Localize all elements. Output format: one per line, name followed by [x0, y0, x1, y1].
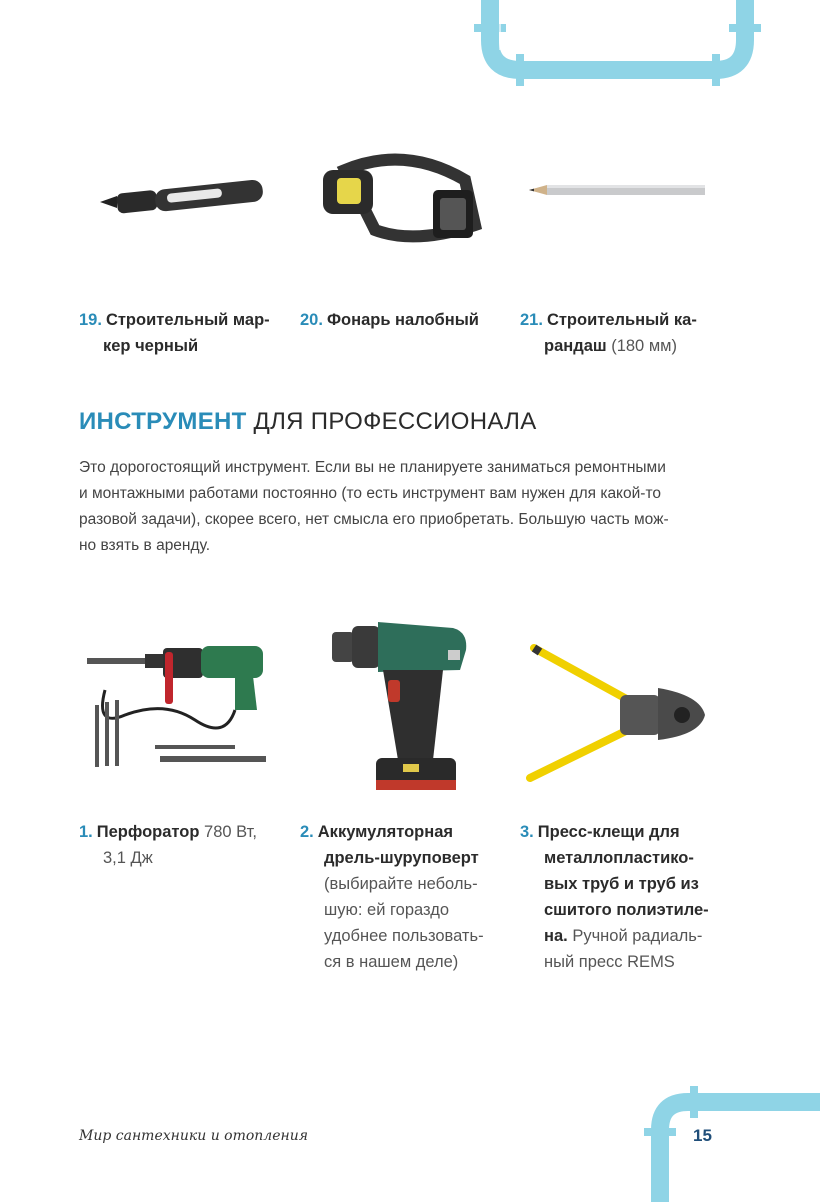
intro-line: и монтажными работами постоянно (то есть инструмент вам нужен для какой-то	[79, 485, 661, 502]
item-name: вых труб и труб из	[544, 875, 699, 893]
item-name: Строительный ка-	[546, 311, 697, 329]
headlamp-icon	[315, 150, 485, 245]
construction-pencil-icon	[525, 180, 710, 200]
pro-item-1	[79, 819, 279, 871]
item-name: сшитого полиэтиле-	[544, 901, 709, 919]
item-extra: удобнее пользовать-	[324, 927, 484, 945]
item-number: 1.	[79, 823, 93, 841]
rotary-hammer-icon	[85, 640, 275, 775]
intro-line: но взять в аренду.	[79, 537, 211, 554]
intro-line: разовой задачи), скорее всего, нет смысла его приобретать. Большую часть мож-	[79, 511, 669, 528]
item-number: 2.	[300, 823, 314, 841]
item-name: Перфоратор	[96, 823, 200, 841]
pro-item-3	[520, 819, 720, 975]
item-name: Фонарь налобный	[326, 311, 479, 329]
cordless-drill-icon	[328, 620, 473, 795]
item-extra: ся в нашем деле)	[324, 953, 459, 971]
item-name: рандаш	[544, 337, 607, 355]
section-title-accent: ИНСТРУМЕНТ	[79, 408, 247, 435]
book-title: Мир сантехники и отопления	[79, 1128, 309, 1144]
item-number: 19.	[79, 311, 102, 329]
item-extra: (выбирайте неболь-	[324, 875, 478, 893]
item-name: Пресс-клещи для	[537, 823, 680, 841]
item-name: кер черный	[103, 337, 199, 355]
item-name: Строительный мар-	[105, 311, 270, 329]
construction-marker-icon	[95, 170, 270, 220]
top-item-20	[300, 307, 500, 333]
item-extra: 3,1 Дж	[103, 849, 153, 867]
intro-line: Это дорогостоящий инструмент. Если вы не планируете заниматься ремонтными	[79, 459, 666, 476]
top-pipe-decoration	[470, 0, 770, 90]
press-pliers-icon	[520, 640, 715, 785]
section-intro	[79, 455, 729, 559]
item-extra: Ручной радиаль-	[567, 927, 703, 945]
item-extra: 780 Вт,	[199, 823, 257, 841]
item-number: 20.	[300, 311, 323, 329]
item-extra: ный пресс REMS	[544, 953, 675, 971]
item-name: Аккумуляторная	[317, 823, 454, 841]
top-item-21	[520, 307, 720, 359]
item-name: на.	[544, 927, 568, 945]
item-name: металлопластико-	[544, 849, 694, 867]
bottom-pipe-decoration	[640, 1080, 820, 1202]
item-extra: (180 мм)	[606, 337, 677, 355]
item-extra: шую: ей гораздо	[324, 901, 450, 919]
item-name: дрель-шуруповерт	[324, 849, 479, 867]
pro-item-2	[300, 819, 500, 975]
page-number: 15	[693, 1126, 712, 1145]
top-item-19	[79, 307, 279, 359]
section-title	[79, 408, 537, 436]
section-title-rest: ДЛЯ ПРОФЕССИОНАЛА	[246, 408, 537, 435]
item-number: 3.	[520, 823, 534, 841]
item-number: 21.	[520, 311, 543, 329]
